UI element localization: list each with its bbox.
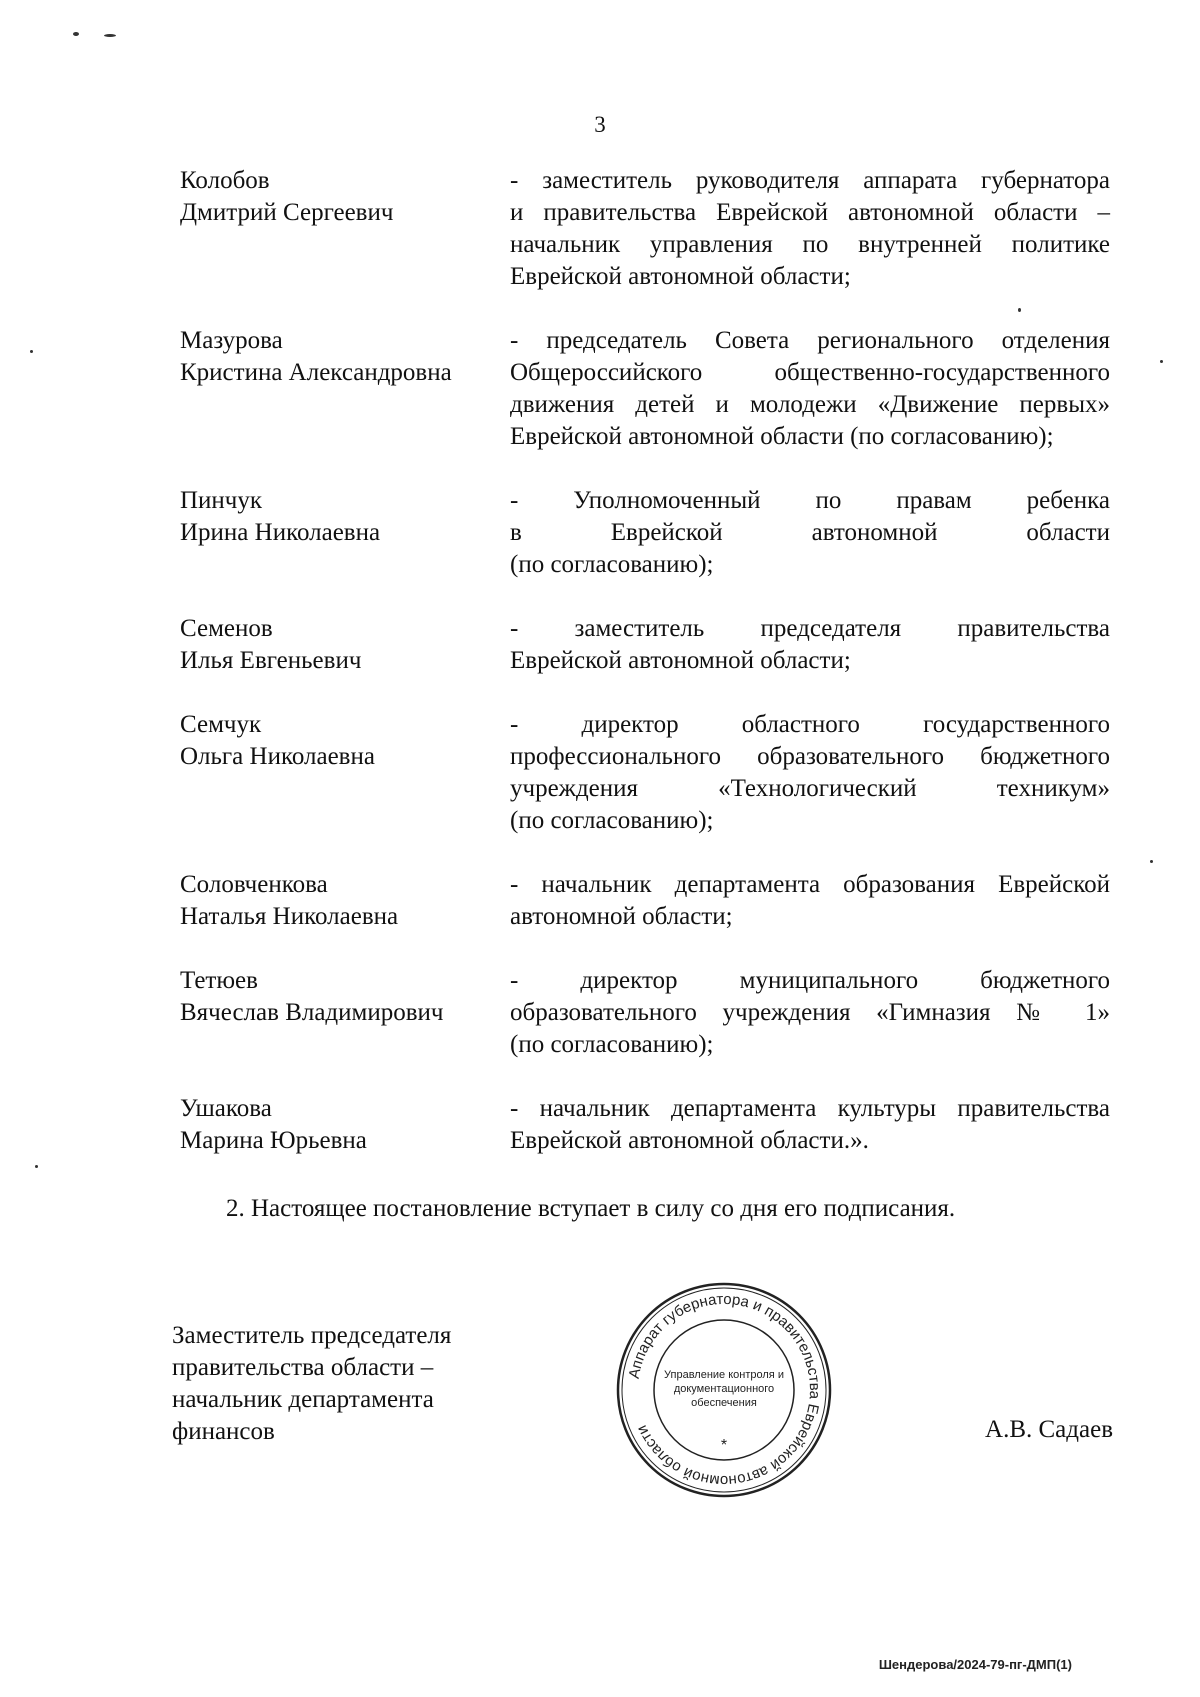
member-role-line: - заместитель председателя правительства — [510, 615, 1110, 642]
member-role — [510, 485, 1110, 581]
signatory-title-line: финансов — [172, 1418, 275, 1445]
member-role — [510, 1093, 1110, 1157]
official-stamp — [614, 1280, 834, 1500]
stamp-ring-text: Аппарат губернатора и правительства Еврейской автономной области — [625, 1290, 824, 1490]
member-role — [510, 965, 1110, 1061]
member-given-names: Ольга Николаевна — [180, 743, 375, 770]
clause-text: 2. Настоящее постановление вступает в силу со дня его подписания. — [226, 1195, 956, 1222]
member-role-line: автономной области; — [510, 903, 733, 930]
member-role-line: Еврейской автономной области.». — [510, 1127, 869, 1154]
member-role-line: (по согласованию); — [510, 807, 714, 834]
member-role-line: образовательного учреждения «Гимназия № 1» — [510, 999, 1110, 1026]
member-name — [180, 485, 510, 581]
member-given-names: Вячеслав Владимирович — [180, 999, 444, 1026]
member-surname: Семчук — [180, 711, 262, 738]
member-role-line: - начальник департамента культуры правительства — [510, 1095, 1110, 1122]
member-given-names: Кристина Александровна — [180, 359, 452, 386]
member-role-line: учреждения «Технологический техникум» — [510, 775, 1110, 802]
member-name — [180, 325, 510, 453]
member-name — [180, 1093, 510, 1157]
scan-speck — [35, 1165, 38, 1168]
signatory-title-line: начальник департамента — [172, 1386, 434, 1413]
scan-speck — [30, 350, 33, 353]
member-role-line: - председатель Совета регионального отделения — [510, 327, 1110, 354]
member-role-line: - начальник департамента образования Еврейской — [510, 871, 1110, 898]
member-role — [510, 325, 1110, 453]
member-role-line: (по согласованию); — [510, 1031, 714, 1058]
member-role-line: (по согласованию); — [510, 551, 714, 578]
member-name — [180, 165, 510, 293]
member-role-line: движения детей и молодежи «Движение первых» — [510, 391, 1110, 418]
scan-speck — [104, 34, 116, 37]
stamp-center-line: обеспечения — [691, 1397, 757, 1409]
signatory-title-line: Заместитель председателя — [172, 1322, 452, 1349]
member-name — [180, 709, 510, 837]
scan-speck — [1150, 860, 1153, 863]
footer-code: Шендерова/2024-79-пг-ДМП(1) — [878, 1657, 1072, 1672]
member-surname: Колобов — [180, 167, 270, 194]
member-surname: Ушакова — [180, 1095, 272, 1122]
member-role-line: и правительства Еврейской автономной области – — [510, 199, 1110, 226]
member-role-line: - директор муниципального бюджетного — [510, 967, 1110, 994]
member-surname: Семенов — [180, 615, 273, 642]
member-given-names: Ирина Николаевна — [180, 519, 381, 546]
member-given-names: Илья Евгеньевич — [180, 647, 362, 674]
member-role-line: Еврейской автономной области; — [510, 263, 851, 290]
member-role-line: Еврейской автономной области; — [510, 647, 851, 674]
stamp-star: * — [720, 1437, 728, 1454]
member-entry — [180, 165, 1110, 293]
member-role — [510, 709, 1110, 837]
stamp-center-line: документационного — [673, 1383, 775, 1395]
member-role-line: Общероссийского общественно-государственного — [510, 359, 1110, 386]
member-role-line: - Уполномоченный по правам ребенка — [510, 487, 1110, 514]
member-entry — [180, 1093, 1110, 1157]
member-entry — [180, 485, 1110, 581]
member-given-names: Марина Юрьевна — [180, 1127, 367, 1154]
member-role-line: Еврейской автономной области (по согласованию); — [510, 423, 1054, 450]
member-role — [510, 165, 1110, 293]
stamp-center-line: Управление контроля и — [664, 1369, 784, 1381]
signatory-name: А.В. Садаев — [985, 1416, 1113, 1443]
member-given-names: Наталья Николаевна — [180, 903, 399, 930]
member-entry — [180, 613, 1110, 677]
member-role-line: профессионального образовательного бюджетного — [510, 743, 1110, 770]
member-surname: Тетюев — [180, 967, 258, 994]
member-role — [510, 613, 1110, 677]
member-given-names: Дмитрий Сергеевич — [180, 199, 394, 226]
scan-speck — [1018, 308, 1021, 312]
member-role-line: начальник управления по внутренней политике — [510, 231, 1110, 258]
scan-speck — [1160, 360, 1163, 363]
member-entry — [180, 965, 1110, 1061]
page-number: 3 — [594, 112, 606, 137]
members-list — [180, 165, 1110, 1189]
scan-speck — [73, 32, 79, 36]
signatory-title-line: правительства области – — [172, 1354, 434, 1381]
member-entry — [180, 325, 1110, 453]
member-entry — [180, 869, 1110, 933]
member-surname: Соловченкова — [180, 871, 328, 898]
member-role-line: - заместитель руководителя аппарата губернатора — [510, 167, 1110, 194]
member-role — [510, 869, 1110, 933]
member-entry — [180, 709, 1110, 837]
member-surname: Пинчук — [180, 487, 263, 514]
member-name — [180, 613, 510, 677]
member-role-line: в Еврейской автономной области — [510, 519, 1110, 546]
member-surname: Мазурова — [180, 327, 283, 354]
member-name — [180, 869, 510, 933]
signatory-title — [172, 1320, 451, 1448]
member-role-line: - директор областного государственного — [510, 711, 1110, 738]
member-name — [180, 965, 510, 1061]
